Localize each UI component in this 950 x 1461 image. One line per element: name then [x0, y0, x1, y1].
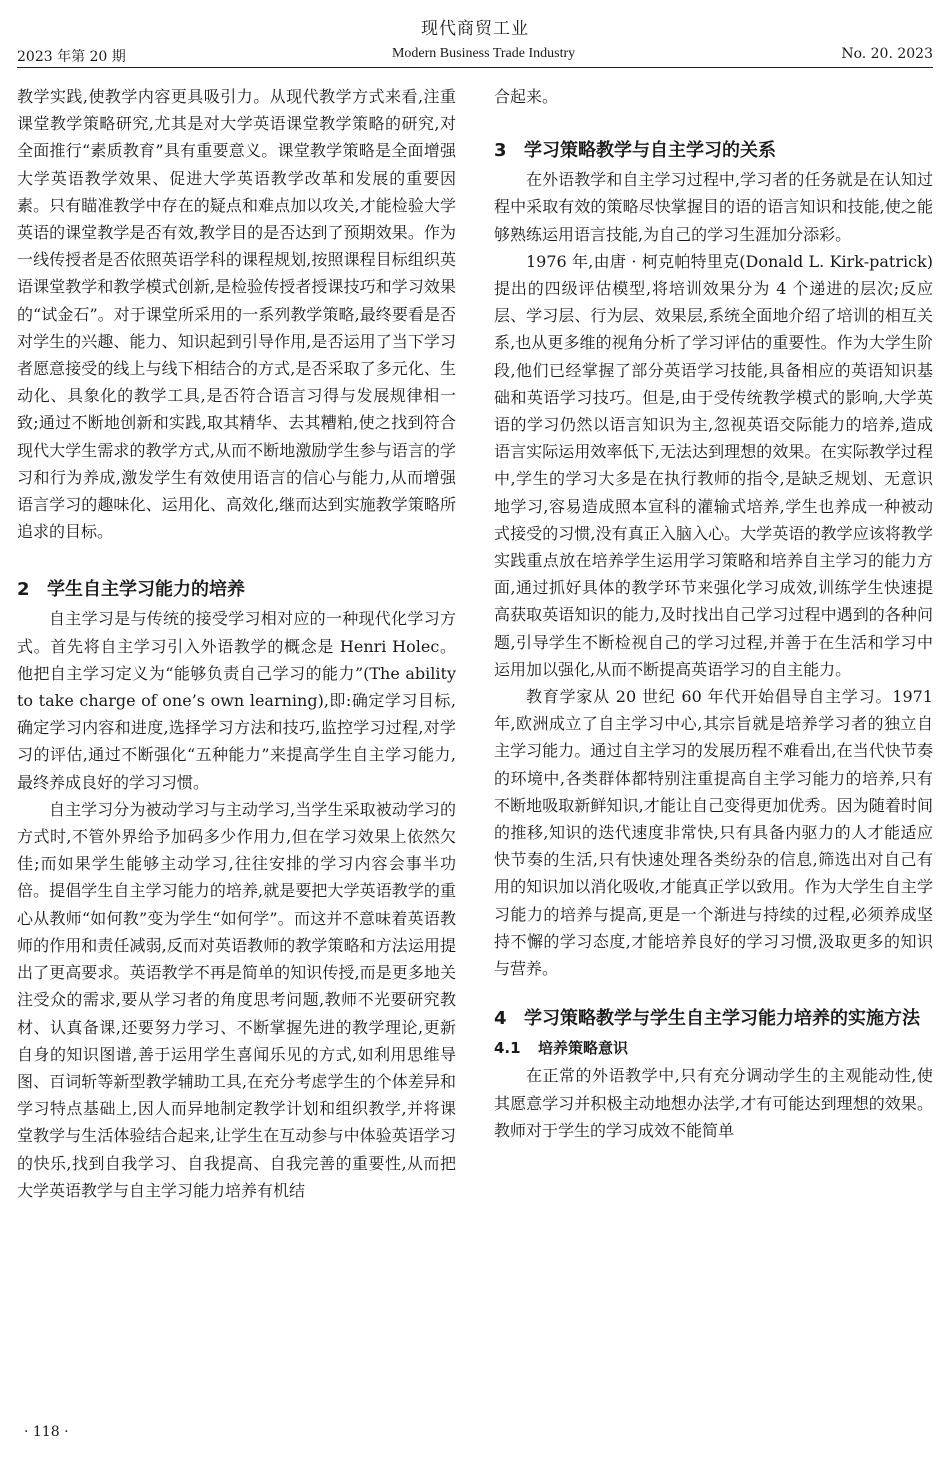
section-title: 学习策略教学与学生自主学习能力培养的实施方法 — [524, 1008, 920, 1030]
paragraph: 自主学习分为被动学习与主动学习,当学生采取被动学习的方式时,不管外界给予加码多少作用力,但在学习效果上依然欠佳;而如果学生能够主动学习,往往安排的学习内容会事半功倍。提倡学生自主学习能力的培养,就是要把大学英语教学的重心从教师“如何教”变为学生“如何学”。而这并不意味着英语教师的作用和责任减弱,反而对英语教师的教学策略和方法运用提出了更高要求。英语教学不再是简单的知识传授,而是更多地关注受众的需求,要从学习者的角度思考问题,教师不光要研究教材、认真备课,还要努力学习、不断掌握先进的教学理论,更新自身的知识图谱,善于运用学生喜闻乐见的方式,如利用思维导图、百词斩等新型教学辅助工具,在充分考虑学生的个体差异和学习特点基础上,因人而异地制定教学计划和组织教学,并将课堂教学与生活体验结合起来,让学生在互动参与中体验英语学习的快乐,找到自我学习、自我提高、自我完善的重要性,从而把大学英语教学与自主学习能力培养有机结 — [17, 799, 456, 1200]
issue-number: No. 20. 2023 — [841, 46, 933, 62]
running-header — [17, 46, 933, 66]
subsection-title: 培养策略意识 — [538, 1039, 629, 1058]
section-number: 4 — [494, 1008, 507, 1030]
subsection-4-1-heading — [494, 1034, 933, 1062]
section-4-heading — [494, 1004, 933, 1034]
page-number: · 118 · — [24, 1424, 69, 1440]
paragraph-continued: 合起来。 — [494, 87, 559, 106]
paragraph: 在外语教学和自主学习过程中,学习者的任务就是在认知过程中采取有效的策略尽快掌握目的语的语言知识和技能,使之能够熟练运用语言技能,为自己的学习生涯加分添彩。 — [494, 170, 933, 244]
issue-label: 2023 年第 20 期 — [17, 49, 126, 65]
subsection-number: 4.1 — [494, 1039, 521, 1058]
paragraph: 教育学家从 20 世纪 60 年代开始倡导自主学习。1971 年,欧洲成立了自主学习中心,其宗旨就是培养学习者的独立自主学习能力。通过自主学习的发展历程不难看出,在当代快节奏的环境中,各类群体都特别注重提高自主学习能力的培养,只有不断地吸取新鲜知识,才能让自己变得更加优秀。因为随着时间的推移,知识的迭代速度非常快,只有具备内驱力的人才能适应快节奏的生活,只有快速处理各类纷杂的信息,筛选出对自己有用的知识加以消化吸收,才能真正学以致用。作为大学生自主学习能力的培养与提高,更是一个渐进与持续的过程,必须养成坚持不懈的学习态度,才能培养良好的学习习惯,汲取更多的知识与营养。 — [494, 687, 933, 979]
paragraph: 1976 年,由唐 · 柯克帕特里克(Donald L. Kirk-patrick)提出的四级评估模型,将培训效果分为 4 个递进的层次;反应层、学习层、行为层、效果层,系统全面地介绍了培训的相互关系,也从更多维的视角分析了学习评估的重要性。作为大学生阶段,他们已经掌握了部分英语学习技能,具备相应的英语知识基础和英语学习技巧。但是,由于受传统教学模式的影响,大学英语的学习仍然以语言知识为主,忽视英语交际能力的培养,造成语言实际运用效率低下,无法达到理想的效果。在实际教学过程中,学生的学习大多是在执行教师的指令,是缺乏规划、无意识地学习,容易造成照本宣科的灌输式培养,学生也养成一种被动式接受的习惯,没有真正入脑入心。大学英语的教学应该将教学实践重点放在培养学生运用学习策略和培养自主学习的能力方面,通过抓好具体的教学环节来强化学习成效,训练学生快速提高获取英语知识的能力,及时找出自己学习过程中遇到的各种问题,引导学生不断检视自己的学习过程,并善于在生活和学习中运用加以强化,从而不断提高英语学习的自主能力。 — [494, 251, 933, 679]
section-number: 2 — [17, 579, 30, 601]
section-3-heading — [494, 136, 933, 166]
paragraph: 自主学习是与传统的接受学习相对应的一种现代化学习方式。首先将自主学习引入外语教学的概念是 Henri Holec。他把自主学习定义为“能够负责自己学习的能力”(The ability to take charge of one’s own learning),即:确定学习目标,确定学习内容和进度,选择学习方法和技巧,监控学习过程,对学习的评估,通过不断强化“五种能力”来提高学生自主学习能力,最终养成良好的学习习惯。 — [17, 609, 456, 792]
section-title: 学生自主学习能力的培养 — [47, 579, 245, 601]
paragraph-continued: 教学实践,使教学内容更具吸引力。从现代教学方式来看,注重课堂教学策略研究,尤其是对大学英语课堂教学策略的研究,对全面推行“素质教育”具有重要意义。课堂教学策略是全面增强大学英语教学效果、促进大学英语教学改革和发展的重要因素。只有瞄准教学中存在的疑点和难点加以攻关,才能检验大学英语的课堂教学是否有效,教学目的是否达到了预期效果。作为一线传授者是否依照英语学科的课程规划,按照课程目标组织英语课堂教学和教学模式创新,是检验传授者授课技巧和学习效果的“试金石”。对于课堂所采用的一系列教学策略,最终要看是否对学生的兴趣、能力、知识起到引导作用,是否运用了当下学习者愿意接受的线上与线下相结合的方式,是否采取了多元化、生动化、具象化的教学工具,是否符合语言习得与发展规律相一致;通过不断地创新和实践,取其精华、去其糟粕,使之找到符合现代大学生需求的教学方式,从而不断地激励学生参与语言的学习和行为养成,激发学生有效使用语言的信心与能力,从而增强语言学习的趣味化、运用化、高效化,继而达到实施教学策略所追求的目标。 — [17, 87, 456, 542]
journal-title: 现代商贸工业 — [421, 19, 529, 39]
paragraph: 在正常的外语教学中,只有充分调动学生的主观能动性,使其愿意学习并积极主动地想办法学,才有可能达到理想的效果。教师对于学生的学习成效不能简单 — [494, 1066, 933, 1140]
right-column — [494, 83, 933, 1144]
header-divider — [17, 67, 933, 68]
section-2-heading — [17, 575, 456, 605]
left-column — [17, 83, 456, 1204]
section-number: 3 — [494, 140, 507, 162]
journal-english-title: Modern Business Trade Industry — [391, 46, 576, 61]
section-title: 学习策略教学与自主学习的关系 — [524, 140, 776, 162]
